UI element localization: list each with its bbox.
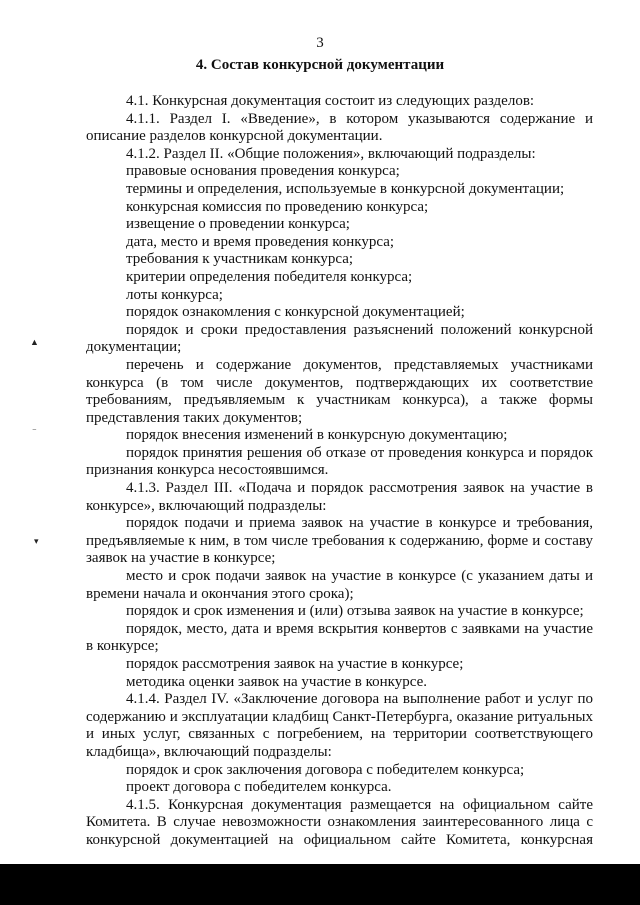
paragraph: 4.1.1. Раздел I. «Введение», в котором указываются содержание и описание разделов конкурсной документации. [86,110,593,145]
paragraph: 4.1.2. Раздел II. «Общие положения», включающий подразделы: [126,145,536,162]
list-item: порядок рассмотрения заявок на участие в конкурсе; [126,656,464,672]
list-item: дата, место и время проведения конкурса; [126,233,395,250]
list-item: порядок внесения изменений в конкурсную документацию; [126,427,508,444]
paragraph: 4.1.4. Раздел IV. «Заключение договора на выполнение работ и услуг по содержанию и эксплуатации кладбищ Санкт-Петербурга, оказание ритуальных и иных услуг, связанных с погребением, на территории соответствующего кладбища», включающий подразделы: [86,691,593,760]
list-item: проект договора с победителем конкурса. [126,779,392,796]
paragraph: 4.1.5. Конкурсная документация размещается на официальном сайте Комитета. В случае невозможности ознакомления заинтересованного лица с конкурсной документацией на официальном сайте Комитета, конкурсная [86,796,593,848]
scan-border [0,864,640,905]
page-number: 3 [316,35,324,51]
margin-mark: ▾ [34,536,39,546]
list-item: перечень и содержание документов, представляемых участниками конкурса (в том числе документов, подтверждающих их соответствие требованиям, предъявляемым к участникам конкурса), а также формы представления таких документов; [86,356,593,426]
list-item: извещение о проведении конкурса; [126,216,350,233]
list-item: порядок и сроки предоставления разъяснений положений конкурсной документации; [86,321,593,356]
margin-mark: ⁻ [32,426,37,436]
document-body [86,93,593,850]
list-item: порядок, место, дата и время вскрытия конвертов с заявками на участие в конкурсе; [86,620,593,655]
list-item: место и срок подачи заявок на участие в конкурсе (с указанием даты и времени начала и окончания этого срока); [86,568,593,602]
list-item: методика оценки заявок на участие в конкурсе. [126,673,427,690]
list-item: конкурсная комиссия по проведению конкурса; [126,198,429,215]
section-title: 4. Состав конкурсной документации [195,57,445,73]
list-item: критерии определения победителя конкурса; [126,268,413,285]
list-item: порядок и срок заключения договора с победителем конкурса; [126,761,525,778]
list-item: порядок и срок изменения и (или) отзыва заявок на участие в конкурсе; [126,603,584,620]
paragraph: 4.1.3. Раздел III. «Подача и порядок рассмотрения заявок на участие в конкурсе», включающий подразделы: [86,480,593,514]
list-item: порядок принятия решения об отказе от проведения конкурса и порядок признания конкурса несостоявшимся. [86,444,593,479]
list-item: порядок подачи и приема заявок на участие в конкурсе и требования, предъявляемые к ним, в том числе требования к содержанию, форме и составу заявок на участие в конкурсе; [86,515,593,567]
list-item: лоты конкурса; [126,286,223,303]
margin-mark: ▲ [30,337,39,347]
list-item: правовые основания проведения конкурса; [126,163,400,180]
paragraph: 4.1. Конкурсная документация состоит из следующих разделов: [126,93,535,109]
list-item: требования к участникам конкурса; [126,251,354,268]
list-item: порядок ознакомления с конкурсной документацией; [126,304,465,321]
list-item: термины и определения, используемые в конкурсной документации; [126,180,565,197]
